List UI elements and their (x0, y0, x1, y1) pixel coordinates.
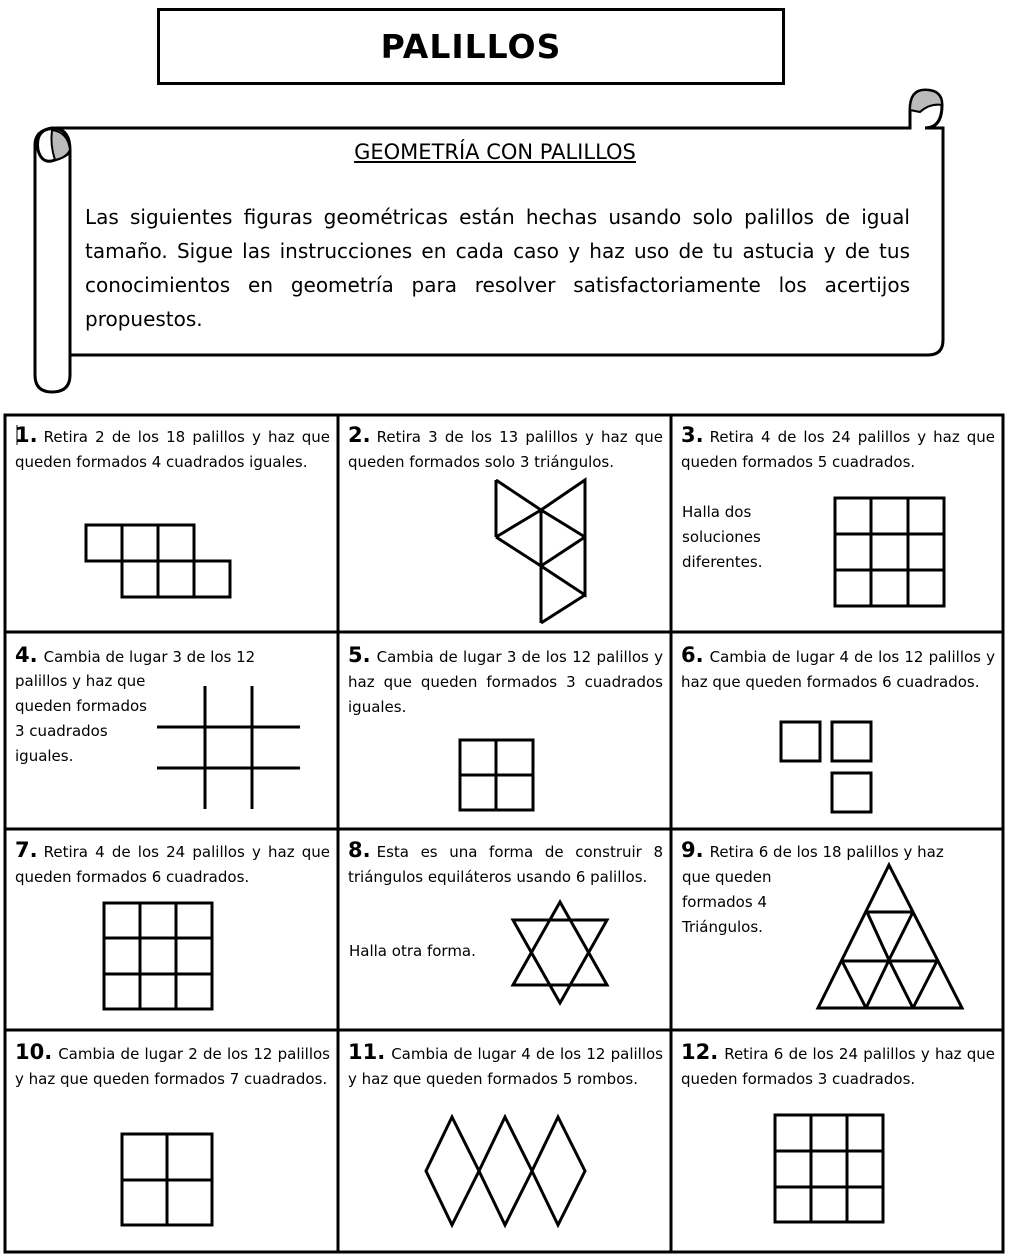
figure-11 (426, 1117, 585, 1225)
figure-12 (775, 1115, 883, 1222)
puzzle-text: Retira 4 de los 24 palillos y haz que queden formados 5 cuadrados. (681, 428, 995, 471)
puzzle-number: 8. (348, 838, 371, 862)
puzzle-number: 3. (681, 423, 704, 447)
puzzle-text: Retira 6 de los 18 palillos y haz (709, 843, 944, 861)
puzzle-text: Esta es una forma de construir 8 triángulos equiláteros usando 6 palillos. (348, 843, 663, 886)
puzzle-text: Retira 4 de los 24 palillos y haz que queden formados 6 cuadrados. (15, 843, 330, 886)
puzzle-1 (5, 415, 338, 475)
puzzle-5 (338, 635, 671, 720)
puzzle-2 (338, 415, 671, 475)
figure-4 (157, 686, 300, 809)
puzzle-text: Cambia de lugar 3 de los 12 (43, 648, 256, 666)
figure-2 (496, 480, 585, 623)
figure-6 (781, 722, 871, 812)
puzzle-4 (5, 635, 338, 670)
figure-8 (513, 902, 607, 1003)
banner-subtitle: GEOMETRÍA CON PALILLOS (354, 140, 636, 164)
figure-1 (86, 525, 230, 597)
puzzle-number: 11. (348, 1040, 386, 1064)
figure-7 (104, 903, 212, 1009)
puzzle-number: 4. (15, 643, 38, 667)
puzzle-number: 6. (681, 643, 704, 667)
figure-5 (460, 740, 533, 810)
puzzle-text: Retira 6 de los 24 palillos y haz que queden formados 3 cuadrados. (681, 1045, 995, 1088)
puzzle-3-extra: Halla dos soluciones diferentes. (682, 503, 763, 571)
puzzle-number: 7. (15, 838, 38, 862)
figure-9 (818, 865, 962, 1008)
puzzle-9 (671, 830, 1003, 865)
figure-10 (122, 1134, 212, 1225)
puzzle-number: 1. (15, 423, 38, 447)
puzzle-8-extra: Halla otra forma. (349, 942, 476, 960)
puzzle-7 (5, 830, 338, 890)
puzzle-11 (338, 1032, 671, 1092)
puzzle-text: Retira 2 de los 18 palillos y haz que queden formados 4 cuadrados iguales. (15, 428, 330, 471)
figure-3 (835, 498, 944, 606)
puzzle-text: Cambia de lugar 2 de los 12 palillos y haz que queden formados 7 cuadrados. (15, 1045, 330, 1088)
puzzle-text: Cambia de lugar 4 de los 12 palillos y haz que queden formados 5 rombos. (348, 1045, 663, 1088)
puzzle-10 (5, 1032, 338, 1092)
puzzle-number: 10. (15, 1040, 53, 1064)
puzzle-number: 2. (348, 423, 371, 447)
puzzle-text: Cambia de lugar 3 de los 12 palillos y haz que queden formados 3 cuadrados iguales. (348, 648, 663, 716)
puzzle-8 (338, 830, 671, 890)
puzzle-text: Retira 3 de los 13 palillos y haz que queden formados solo 3 triángulos. (348, 428, 663, 471)
page-title: PALILLOS (157, 8, 785, 85)
puzzle-text: Cambia de lugar 4 de los 12 palillos y haz que queden formados 6 cuadrados. (681, 648, 995, 691)
puzzle-12 (671, 1032, 1003, 1092)
puzzle-number: 12. (681, 1040, 719, 1064)
puzzle-number: 5. (348, 643, 371, 667)
banner-intro: Las siguientes figuras geométricas están hechas usando solo palillos de igual tamaño. Sigue las instrucciones en cada caso y haz uso de tu astucia y de tus conocimientos en geometría para resolver satisfactoriamente los acertijos propuestos. (85, 205, 910, 331)
puzzle-number: 9. (681, 838, 704, 862)
puzzle-9-extra: que queden formados 4 Triángulos. (682, 868, 772, 936)
puzzle-3 (671, 415, 1003, 475)
puzzle-6 (671, 635, 1003, 695)
puzzle-4-extra: palillos y haz que queden formados 3 cuadrados iguales. (15, 672, 147, 765)
